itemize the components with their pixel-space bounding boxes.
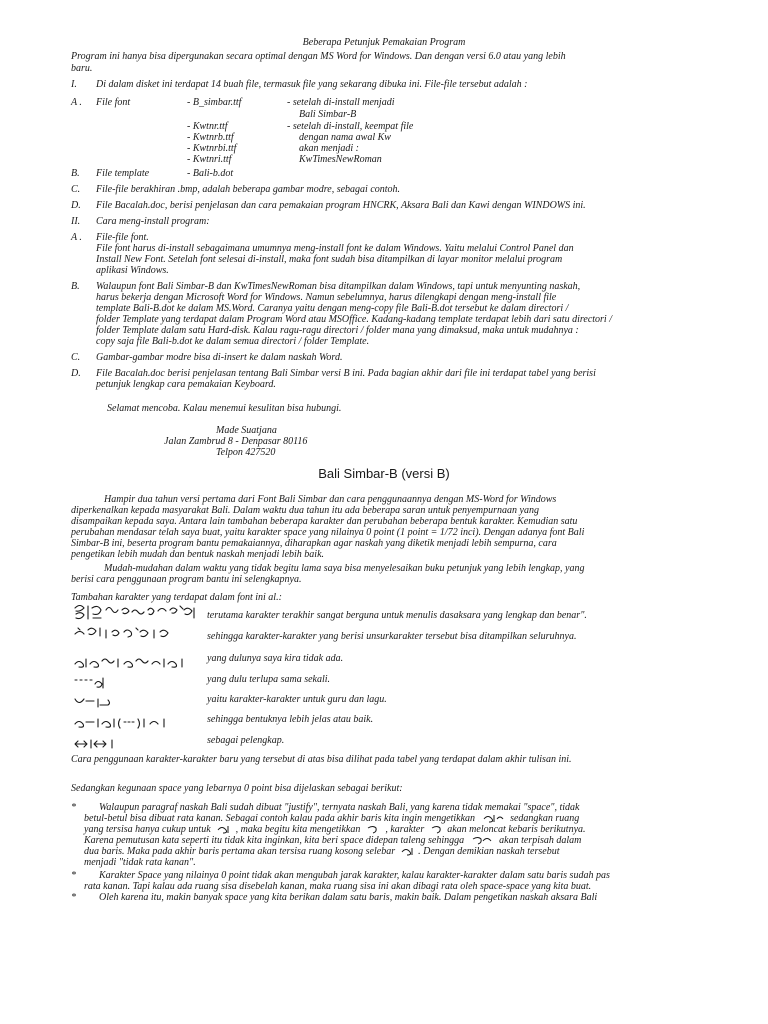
list-marker: C.	[71, 184, 81, 195]
contact-name: Made Suatjana	[216, 425, 277, 436]
bullet-line-text: yang tersisa hanya cukup untuk	[84, 824, 211, 835]
balinese-glyph-row-7-icon	[72, 735, 124, 751]
install-d-line: File Bacalah.doc berisi penjelasan tentang Bali Simbar versi B ini. Pada bagian akhir dari file ini terdapat tabel yang berisi	[96, 368, 596, 379]
list-marker: C.	[71, 352, 81, 363]
paragraph-line: Hampir dua tahun versi pertama dari Font Bali Simbar dan cara penggunaannya dengan MS-Word for Windows	[104, 494, 557, 505]
intro-line: baru.	[71, 63, 93, 74]
bullet-marker: *	[71, 802, 76, 813]
bullet-line-text: Karena pemutusan kata seperti itu tidak kita inginkan, kita beri space didepan taleng sehingga	[84, 835, 465, 846]
list-marker: A .	[71, 97, 82, 108]
bullet-line-text: akan meloncat kebaris berikutnya.	[447, 824, 586, 835]
list-text: File Bacalah.doc, berisi penjelasan dan cara pemakaian program HNCRK, Aksara Bali dan Kawi dengan WINDOWS ini.	[96, 200, 586, 211]
space-heading: Sedangkan kegunaan space yang lebarnya 0 point bisa dijelaskan sebagai berikut:	[71, 783, 403, 794]
font-file-desc: - setelah di-install, keempat file	[287, 121, 414, 132]
intro-line: Program ini hanya bisa dipergunakan secara optimal dengan MS Word for Windows. Dan dengan versi 6.0 atau yang lebih	[71, 51, 566, 62]
inline-glyph-icon	[400, 846, 414, 856]
example-description: terutama karakter terakhir sangat berguna untuk menulis dasaksara yang lengkap dan benar".	[207, 610, 587, 621]
example-description: yaitu karakter-karakter untuk guru dan lagu.	[207, 694, 387, 705]
example-description: yang dulu terlupa sama sekali.	[207, 674, 331, 685]
inline-glyph-icon	[471, 835, 493, 845]
bullet-line-text: . Dengan demikian naskah tersebut	[418, 846, 560, 857]
install-b-line: harus bekerja dengan Microsoft Word for Windows. Namun sebelumnya, harus dilengkapi dengan meng-install file	[96, 292, 557, 303]
section2-heading: Cara meng-install program:	[96, 216, 210, 227]
paragraph-line: pengetikan lebih mudah dan bentuk naskah menjadi lebih baik.	[71, 549, 325, 560]
font-file-name: - B_simbar.ttf	[187, 97, 242, 108]
list-label: File template	[96, 168, 150, 179]
paragraph-line: perubahan mendasar telah saya buat, yaitu karakter space yang nilainya 0 point (1 point = 1/72 inci). Dengan adanya font Bali	[71, 527, 585, 538]
document-header-title: Beberapa Petunjuk Pemakaian Program	[302, 37, 466, 48]
list-marker: B.	[71, 168, 80, 179]
bullet-marker: *	[71, 892, 76, 903]
paragraph-line: Simbar-B ini, beserta program bantu pemakaiannya, diharapkan agar naskah yang diketik menjadi lebih sempurna, cara	[71, 538, 557, 549]
list-marker: D.	[71, 200, 81, 211]
paragraph-line: berisi cara penggunaan program bantu ini selengkapnya.	[71, 574, 302, 585]
bullet-line: menjadi "tidak rata kanan".	[84, 857, 196, 868]
usage-note: Cara penggunaan karakter-karakter baru yang tersebut di atas bisa dilihat pada tabel yang terdapat dalam akhir tulisan ini.	[71, 754, 572, 765]
balinese-glyph-row-3-icon	[72, 654, 192, 670]
balinese-glyph-row-5-icon	[72, 693, 116, 709]
font-file-name: - Kwtnrbi.ttf	[187, 143, 237, 154]
install-c-line: Gambar-gambar modre bisa di-insert ke dalam naskah Word.	[96, 352, 343, 363]
install-b-line: copy saja file Bali-b.dot ke dalam semua directori / folder Template.	[96, 336, 370, 347]
example-description: sehingga karakter-karakter yang berisi unsurkarakter tersebut bisa ditampilkan seluruhnya.	[207, 631, 577, 642]
list-marker: D.	[71, 368, 81, 379]
list-label: File font	[96, 97, 131, 108]
font-file-name: - Kwtnrb.ttf	[187, 132, 234, 143]
paragraph-line: Mudah-mudahan dalam waktu yang tidak begitu lama saya bisa menyelesaikan buku petunjuk yang lebih lengkap, yang	[104, 563, 585, 574]
bullet-marker: *	[71, 870, 76, 881]
install-b-line: Walaupun font Bali Simbar-B dan KwTimesNewRoman bisa ditampilkan dalam Windows, tapi untuk menyunting naskah,	[96, 281, 581, 292]
additions-heading: Tambahan karakter yang terdapat dalam font ini al.:	[71, 592, 282, 603]
font-file-desc: akan menjadi :	[299, 143, 359, 154]
example-description: sebagai pelengkap.	[207, 735, 285, 746]
bullet-line-text: , karakter	[385, 824, 425, 835]
balinese-glyph-row-2-icon	[72, 624, 176, 642]
section1-text: Di dalam disket ini terdapat 14 buah file, termasuk file yang sekarang dibuka ini. File-file tersebut adalah :	[96, 79, 528, 90]
install-a-line: File-file font.	[96, 232, 149, 243]
install-d-line: petunjuk lengkap cara pemakaian Keyboard.	[96, 379, 276, 390]
template-file-name: - Bali-b.dot	[187, 168, 234, 179]
contact-address: Jalan Zambrud 8 - Denpasar 80116	[164, 436, 308, 447]
bullet-line: rata kanan. Tapi kalau ada ruang sisa disebelah kanan, maka ruang sisa ini akan dibagi rata oleh space-space yang kita buat.	[84, 881, 592, 892]
list-marker: A .	[71, 232, 82, 243]
inline-glyph-icon	[216, 824, 230, 834]
list-text: File-file berakhiran .bmp, adalah beberapa gambar modre, sebagai contoh.	[96, 184, 401, 195]
font-file-desc: Bali Simbar-B	[299, 109, 357, 120]
balinese-glyph-row-1-icon	[72, 602, 204, 622]
bullet-line: Walaupun paragraf naskah Bali sudah dibuat "justify", ternyata naskah Bali, yang karena tidak memakai "space", tidak	[99, 802, 580, 813]
bullet-line: Oleh karena itu, makin banyak space yang kita berikan dalam satu baris, makin baik. Dalam pengetikan naskah aksara Bali	[99, 892, 598, 903]
bullet-line-text: dua baris. Maka pada akhir baris pertama akan tersisa ruang kosong selebar	[84, 846, 396, 857]
paragraph-line: disampaikan kepada saya. Antara lain tambahan beberapa karakter dan perubahan beberapa bentuk karakter. Kemudian satu	[71, 516, 578, 527]
inline-glyph-icon	[366, 824, 380, 834]
bullet-line-text: , maka begitu kita mengetikkan	[235, 824, 361, 835]
bullet-line: Karakter Space yang nilainya 0 point tidak akan mengubah jarak karakter, kalau karakter-karakter dalam satu baris sudah pas	[99, 870, 610, 881]
inline-glyph-icon	[430, 824, 442, 834]
font-file-desc: dengan nama awal Kw	[299, 132, 391, 143]
section-marker: I.	[71, 79, 77, 90]
closing-greeting: Selamat mencoba. Kalau menemui kesulitan bisa hubungi.	[107, 403, 342, 414]
paragraph-line: diperkenalkan kepada masyarakat Bali. Dalam waktu dua tahun itu ada beberapa saran untuk penyempurnaan yang	[71, 505, 539, 516]
bullet-line-text: sedangkan ruang	[510, 813, 580, 824]
font-file-desc: - setelah di-install menjadi	[287, 97, 395, 108]
inline-glyph-icon	[482, 813, 504, 823]
install-b-line: template Bali-B.dot ke dalam MS.Word. Caranya yaitu dengan meng-copy file Bali-B.dot tersebut ke dalam directori /	[96, 303, 569, 314]
font-file-desc: KwTimesNewRoman	[299, 154, 382, 165]
list-marker: B.	[71, 281, 80, 292]
font-file-name: - Kwtnri.ttf	[187, 154, 232, 165]
install-a-line: aplikasi Windows.	[96, 265, 169, 276]
contact-phone: Telpon 427520	[216, 447, 276, 458]
example-description: yang dulunya saya kira tidak ada.	[207, 653, 344, 664]
install-a-line: Install New Font. Setelah font selesai di-install, maka font sudah bisa ditampilkan di layar monitor melalui program	[96, 254, 563, 265]
example-description: sehingga bentuknya lebih jelas atau baik.	[207, 714, 374, 725]
install-a-line: File font harus di-install sebagaimana umumnya meng-install font ke dalam Windows. Yaitu melalui Control Panel dan	[96, 243, 574, 254]
install-b-line: folder Template yang terdapat dalam Program Word atau MSOffice. Kadang-kadang template terdapat lebih dari satu directori /	[96, 314, 612, 325]
bullet-line-text: akan terpisah dalam	[499, 835, 582, 846]
article-title: Bali Simbar-B (versi B)	[318, 466, 450, 481]
section-marker: II.	[71, 216, 81, 227]
bullet-line-text: betul-betul bisa dibuat rata kanan. Sebagai contoh kalau pada akhir baris kita ingin mengetikkan	[84, 813, 476, 824]
balinese-glyph-row-4-icon	[72, 674, 108, 690]
install-b-line: folder Template dalam satu Hard-disk. Kalau ragu-ragu directori / folder mana yang dimaksud, maka untuk mudahnya :	[96, 325, 579, 336]
font-file-name: - Kwtnr.ttf	[187, 121, 228, 132]
balinese-glyph-row-6-icon	[72, 714, 176, 730]
